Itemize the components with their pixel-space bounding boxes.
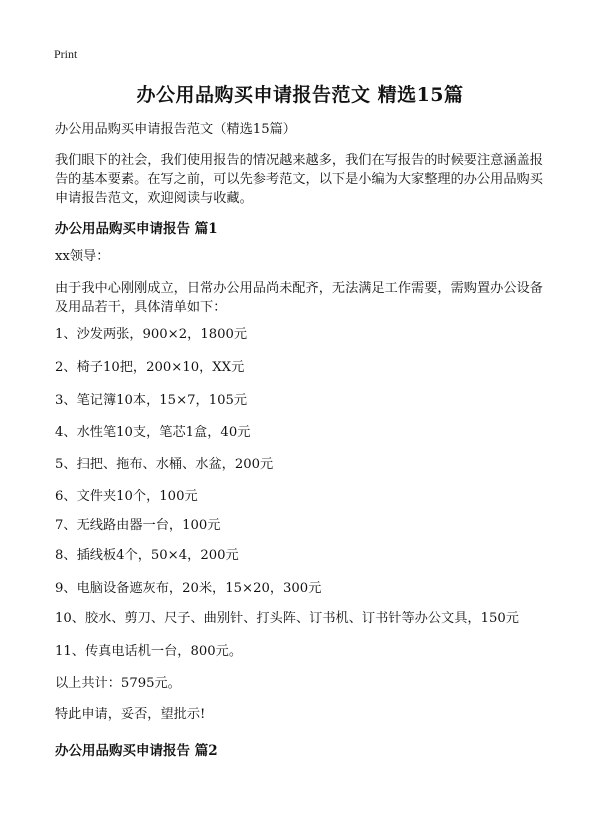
list-item: 5、扫把、拖布、水桶、水盆，200元 [55,457,274,472]
closing-line: 特此申请，妥否，望批示! [55,707,206,722]
list-item: 7、无线路由器一台，100元 [55,518,221,533]
list-item: 11、传真电话机一台，800元。 [55,644,243,659]
total-line: 以上共计：5795元。 [55,676,181,691]
list-item: 3、笔记簿10本，15×7，105元 [55,393,248,408]
list-item: 1、沙发两张，900×2，1800元 [55,327,248,342]
list-item: 6、文件夹10个，100元 [55,489,198,504]
list-item: 8、插线板4个，50×4，200元 [55,548,239,563]
page-title: 办公用品购买申请报告范文 精选15篇 [136,84,464,106]
subtitle: 办公用品购买申请报告范文（精选15篇） [55,122,296,137]
request-paragraph: 由于我中心刚刚成立，日常办公用品尚未配齐，无法满足工作需要，需购置办公设备及用品若干，具体清单如下： [55,281,543,315]
salutation: xx领导： [55,249,110,264]
list-item: 10、胶水、剪刀、尺子、曲别针、打头阵、订书机、订书针等办公文具，150元 [55,611,519,626]
list-item: 4、水性笔10支，笔芯1盒，40元 [55,425,251,440]
section-heading-1: 办公用品购买申请报告 篇1 [55,221,218,237]
intro-paragraph: 我们眼下的社会，我们使用报告的情况越来越多，我们在写报告的时候要注意涵盖报告的基本要素。在写之前，可以先参考范文，以下是小编为大家整理的办公用品购买申请报告范文，欢迎阅读与收藏。 [55,153,543,206]
list-item: 9、电脑设备遮灰布，20米，15×20，300元 [55,581,322,596]
print-link[interactable]: Print [54,47,78,61]
section-heading-2: 办公用品购买申请报告 篇2 [55,743,218,759]
list-item: 2、椅子10把，200×10，XX元 [55,360,245,375]
